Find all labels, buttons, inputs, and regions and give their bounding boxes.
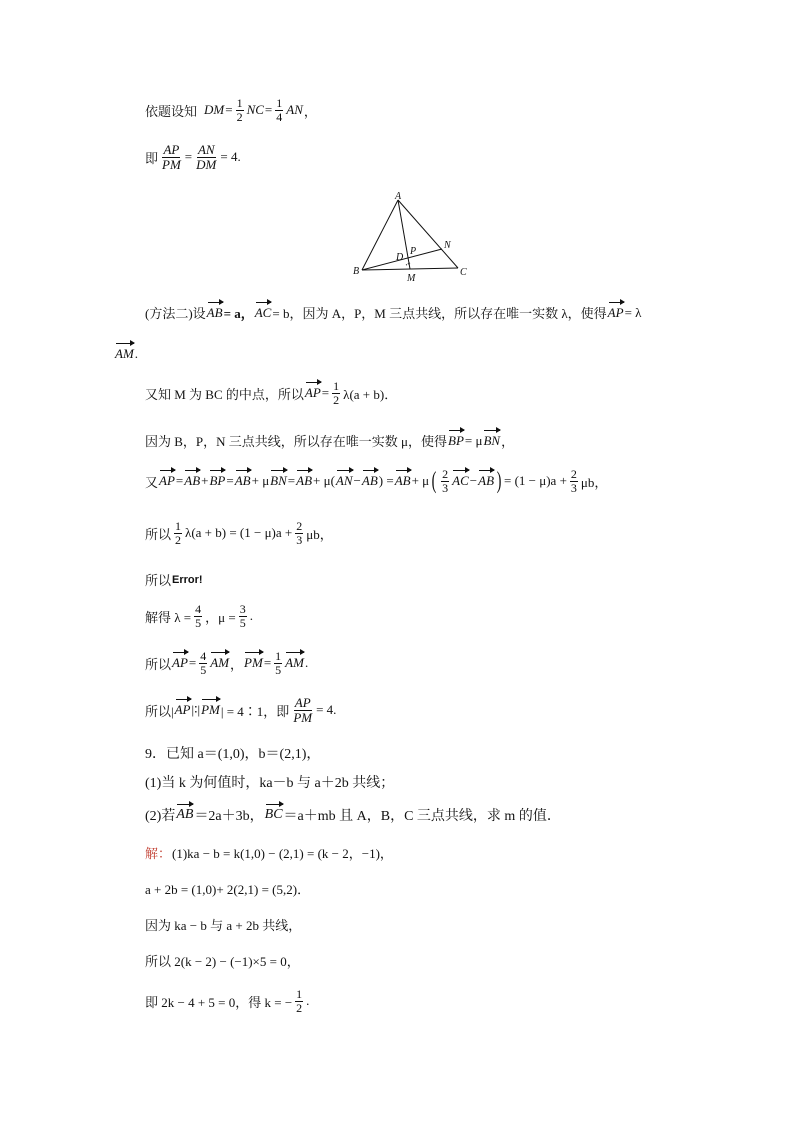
intro-dm: DM: [204, 102, 225, 118]
fraction-an-dm: $\frac{AN}{DM}$: [196, 142, 217, 172]
q9-solution-3: 因为 ka − b 与 a + 2b 共线，: [145, 918, 302, 933]
vector-am: AM: [115, 346, 134, 361]
q9-solution-1: 解： (1)ka − b = k(1,0) − (2,1) = (k − 2，−1)，: [145, 843, 393, 862]
fraction-ap-pm: $\frac{AP}{PM}$: [162, 142, 181, 172]
fraction-half: $\frac{1}{2}$: [236, 96, 243, 124]
intro-result: = 4.: [220, 149, 241, 165]
label-n: N: [444, 240, 451, 251]
intro-ji: 即: [145, 150, 159, 166]
label-m: M: [407, 273, 416, 284]
q9-solution-2: a + 2b = (1,0)+ 2(2,1) = (5,2)．: [145, 882, 311, 897]
label-c: C: [460, 267, 467, 278]
q9-solution-4: 所以 2(k − 2) − (−1)×5 = 0，: [145, 954, 300, 969]
vector-result-line: 所以 AP = $\frac{4}{5}$ AM ， PM = $\frac{1}{5}$ AM .: [145, 649, 309, 677]
vector-ap: AP: [607, 304, 624, 320]
intro-lead: 依题设知: [145, 103, 198, 119]
q9-solution-5: 即 2k − 4 + 5 = 0，得 k = − $\frac{1}{2}$ .: [145, 987, 310, 1015]
edge-ab: [362, 200, 398, 270]
midpoint-line: 又知 M 为 BC 的中点，所以 AP = $\frac{1}{2}$ λ(a + b)．: [145, 379, 398, 407]
solution-line: 解得 λ = $\frac{4}{5}$ ，μ = $\frac{3}{5}$ .: [145, 602, 253, 630]
intro-nc: NC: [246, 102, 264, 118]
vector-ab: AB: [206, 304, 223, 320]
intro-an: AN: [286, 102, 303, 118]
vector-ac: AC: [254, 304, 272, 320]
label-d: D: [396, 252, 404, 263]
solution-label: 解：: [145, 846, 172, 861]
expansion-line: 又 AP = AB + BP = AB + μ BN = AB + μ( AN − AB ) = AB + μ ( $\frac{2}{3}$ AC − AB ) = (1 − μ)a + $\frac{2}{3}$ μb，: [145, 467, 608, 495]
error-text: Error!: [172, 573, 203, 586]
method2-continuation: AM .: [115, 346, 139, 361]
method2-line: (方法二)设 AB = a， AC = b，因为 A，P，M 三点共线，所以存在唯一实数 λ，使得 AP = λ: [145, 304, 642, 321]
label-b: B: [353, 266, 360, 277]
label-a: A: [395, 191, 402, 202]
q9-title: 9．已知 a＝(1,0)，b＝(2,1)，: [145, 747, 321, 762]
intro-line-1: 依题设知 DM = $\frac{1}{2}$ NC = $\frac{1}{4}$ AN ，: [145, 96, 317, 124]
equation-line: 所以 $\frac{1}{2}$ λ(a + b) = (1 − μ)a + $\frac{2}{3}$ μb，: [145, 519, 333, 547]
fraction-quarter: $\frac{1}{4}$: [276, 96, 283, 124]
q9-part1: (1)当 k 为何值时，ka－b 与 a＋2b 共线；: [145, 776, 395, 791]
error-line: 所以 Error!: [145, 573, 203, 588]
label-p: P: [410, 246, 417, 257]
triangle-figure: [350, 190, 480, 285]
collinear-line: 因为 B，P，N 三点共线，所以存在唯一实数 μ，使得 BP = μ BN ，: [145, 432, 515, 449]
ratio-line: 所以| AP |∶| PM | = 4∶1，即 $\frac{AP}{PM}$ = 4.: [145, 695, 337, 725]
intro-line-2: 即 $\frac{AP}{PM}$ = $\frac{AN}{DM}$ = 4.: [145, 142, 241, 172]
q9-part2: (2)若 AB ＝2a＋3b， BC ＝a＋mb 且 A，B，C 三点共线，求 m 的值．: [145, 807, 561, 824]
